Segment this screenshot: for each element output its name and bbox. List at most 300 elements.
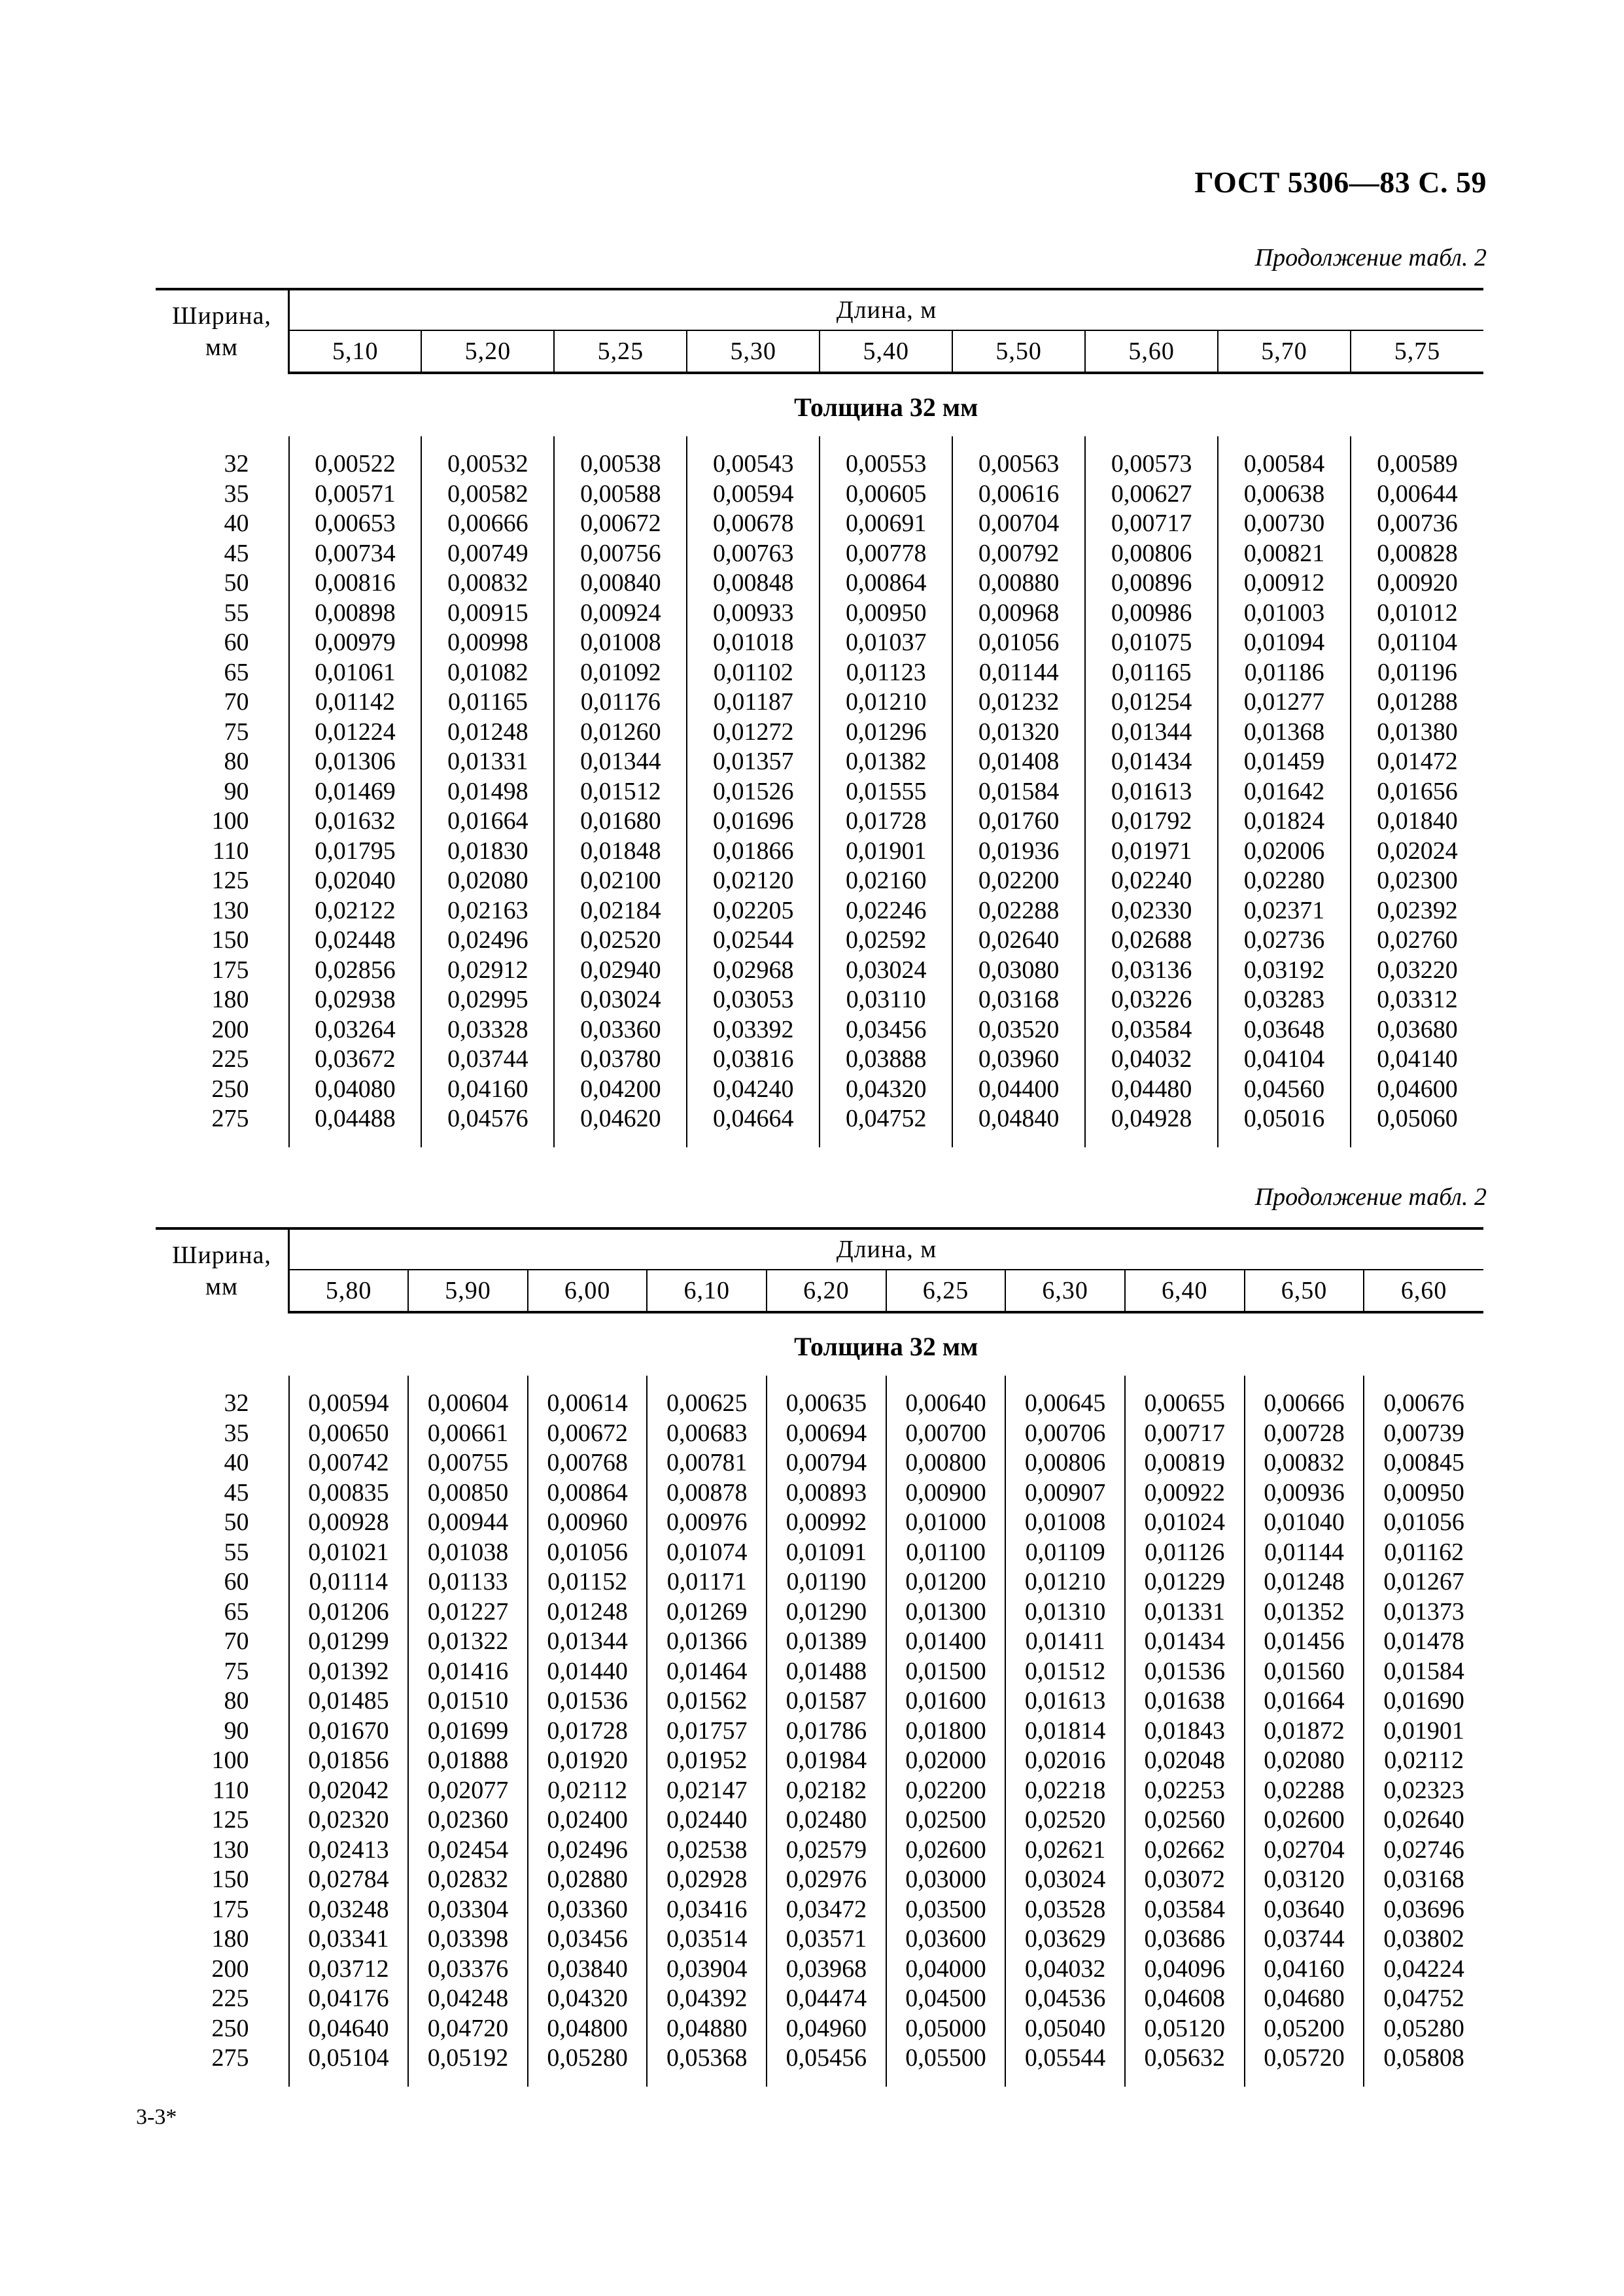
volume-cell: 0,04500 <box>886 1984 1006 2014</box>
volume-cell: 0,00678 <box>687 509 820 539</box>
width-cell: 70 <box>156 1627 289 1657</box>
volume-cell: 0,00976 <box>647 1508 767 1538</box>
volume-cell: 0,01526 <box>687 777 820 807</box>
volume-cell: 0,03053 <box>687 985 820 1015</box>
volume-cell: 0,05280 <box>528 2044 648 2087</box>
volume-cell: 0,00742 <box>308 1449 389 1476</box>
volume-cell: 0,02520 <box>554 926 687 956</box>
volume-cell: 0,01075 <box>1085 628 1218 658</box>
length-column-header: 5,50 <box>952 330 1085 373</box>
table-row <box>156 1657 1483 1687</box>
volume-cell: 0,00968 <box>952 599 1085 629</box>
volume-cell: 0,01248 <box>421 718 554 748</box>
volume-cell: 0,02288 <box>952 896 1085 926</box>
width-cell: 70 <box>156 687 289 718</box>
volume-cell: 0,03110 <box>820 985 952 1015</box>
width-cell: 35 <box>156 479 289 510</box>
page-footer: 3-3* <box>136 2105 177 2129</box>
volume-cell: 0,01102 <box>687 658 820 688</box>
volume-cell: 0,00614 <box>528 1376 648 1419</box>
volume-cell: 0,03304 <box>408 1895 528 1925</box>
volume-cell: 0,03392 <box>687 1015 820 1045</box>
volume-cell: 0,04240 <box>687 1075 820 1105</box>
volume-cell: 0,04680 <box>1245 1984 1364 2014</box>
volume-cell: 0,02320 <box>308 1806 389 1834</box>
volume-cell: 0,02440 <box>647 1805 767 1835</box>
volume-cell: 0,04800 <box>528 2014 648 2044</box>
volume-cell: 0,02280 <box>1218 866 1351 896</box>
volume-cell: 0,01296 <box>820 718 952 748</box>
volume-cell: 0,01866 <box>687 837 820 867</box>
table-row <box>156 1805 1483 1835</box>
volume-cell: 0,01757 <box>647 1716 767 1747</box>
volume-cell: 0,02182 <box>767 1776 886 1806</box>
volume-cell: 0,02592 <box>820 926 952 956</box>
volume-cell: 0,04200 <box>554 1075 687 1105</box>
volume-cell: 0,01664 <box>421 807 554 837</box>
volume-cell: 0,05808 <box>1364 2044 1483 2087</box>
volume-cell: 0,01000 <box>886 1508 1006 1538</box>
volume-cell: 0,01760 <box>952 807 1085 837</box>
volume-cell: 0,03500 <box>886 1895 1006 1925</box>
volume-cell: 0,00832 <box>421 568 554 599</box>
data-table <box>156 288 1483 1147</box>
volume-cell: 0,02662 <box>1125 1835 1245 1866</box>
volume-cell: 0,00538 <box>554 436 687 479</box>
volume-cell: 0,03456 <box>820 1015 952 1045</box>
volume-cell: 0,04000 <box>886 1955 1006 1985</box>
volume-cell: 0,01162 <box>1364 1538 1483 1568</box>
volume-cell: 0,05368 <box>647 2044 767 2087</box>
volume-cell: 0,03960 <box>952 1045 1085 1075</box>
volume-cell: 0,01664 <box>1245 1686 1364 1716</box>
volume-cell: 0,01082 <box>421 658 554 688</box>
volume-cell: 0,03328 <box>421 1015 554 1045</box>
volume-cell: 0,02240 <box>1085 866 1218 896</box>
volume-cell: 0,00912 <box>1218 568 1351 599</box>
volume-cell: 0,01331 <box>421 747 554 777</box>
length-column-header: 5,20 <box>421 330 554 373</box>
volume-cell: 0,00778 <box>820 539 952 569</box>
volume-cell: 0,00666 <box>421 509 554 539</box>
volume-cell: 0,02163 <box>421 896 554 926</box>
volume-cell: 0,01971 <box>1085 837 1218 867</box>
volume-cell: 0,02538 <box>647 1835 767 1866</box>
table-row <box>156 1448 1483 1478</box>
volume-cell: 0,00816 <box>315 569 396 597</box>
volume-cell: 0,01171 <box>647 1567 767 1597</box>
length-column-header: 5,75 <box>1351 330 1483 373</box>
volume-cell: 0,00845 <box>1364 1448 1483 1478</box>
volume-cell: 0,01200 <box>886 1567 1006 1597</box>
table-row <box>156 985 1483 1015</box>
volume-cell: 0,01901 <box>1364 1716 1483 1747</box>
volume-cell: 0,00717 <box>1125 1419 1245 1449</box>
volume-cell: 0,00893 <box>767 1478 886 1508</box>
volume-cell: 0,05016 <box>1218 1104 1351 1147</box>
table-row <box>156 1955 1483 1985</box>
table-row <box>156 747 1483 777</box>
width-cell: 65 <box>156 658 289 688</box>
length-column-header: 6,30 <box>1005 1270 1125 1312</box>
width-cell: 250 <box>156 2014 289 2044</box>
width-cell: 200 <box>156 1015 289 1045</box>
width-cell: 90 <box>156 1716 289 1747</box>
volume-cell: 0,02400 <box>528 1805 648 1835</box>
volume-cell: 0,01074 <box>647 1538 767 1568</box>
volume-cell: 0,05000 <box>886 2014 1006 2044</box>
volume-cell: 0,01856 <box>308 1747 389 1774</box>
volume-cell: 0,01373 <box>1364 1597 1483 1627</box>
volume-cell: 0,04620 <box>554 1104 687 1147</box>
volume-cell: 0,01843 <box>1125 1716 1245 1747</box>
volume-cell: 0,02579 <box>767 1835 886 1866</box>
volume-cell: 0,00800 <box>886 1448 1006 1478</box>
volume-cell: 0,01840 <box>1351 807 1483 837</box>
volume-cell: 0,00676 <box>1364 1376 1483 1419</box>
volume-cell: 0,01434 <box>1085 747 1218 777</box>
volume-cell: 0,02147 <box>647 1776 767 1806</box>
volume-cell: 0,00950 <box>1364 1478 1483 1508</box>
table-row <box>156 807 1483 837</box>
volume-cell: 0,02784 <box>308 1866 389 1893</box>
volume-cell: 0,02080 <box>421 866 554 896</box>
volume-cell: 0,04104 <box>1218 1045 1351 1075</box>
volume-cell: 0,00986 <box>1085 599 1218 629</box>
volume-cell: 0,01288 <box>1351 687 1483 718</box>
width-cell: 130 <box>156 1835 289 1866</box>
width-cell: 130 <box>156 896 289 926</box>
volume-cell: 0,03000 <box>886 1865 1006 1895</box>
volume-cell: 0,00850 <box>408 1478 528 1508</box>
volume-cell: 0,03696 <box>1364 1895 1483 1925</box>
volume-cell: 0,04320 <box>820 1075 952 1105</box>
volume-cell: 0,01300 <box>886 1597 1006 1627</box>
volume-cell: 0,04880 <box>647 2014 767 2044</box>
volume-cell: 0,02371 <box>1218 896 1351 926</box>
volume-cell: 0,01408 <box>952 747 1085 777</box>
volume-cell: 0,01061 <box>315 658 396 686</box>
volume-cell: 0,01638 <box>1125 1686 1245 1716</box>
volume-cell: 0,05544 <box>1005 2044 1125 2087</box>
volume-cell: 0,03120 <box>1245 1865 1364 1895</box>
table-row <box>156 509 1483 539</box>
volume-cell: 0,01368 <box>1218 718 1351 748</box>
volume-cell: 0,00992 <box>767 1508 886 1538</box>
volume-cell: 0,04096 <box>1125 1955 1245 1985</box>
volume-cell: 0,04664 <box>687 1104 820 1147</box>
volume-cell: 0,03712 <box>308 1955 389 1983</box>
width-cell: 225 <box>156 1045 289 1075</box>
volume-cell: 0,00979 <box>315 629 396 656</box>
volume-cell: 0,01562 <box>647 1686 767 1716</box>
volume-cell: 0,01699 <box>408 1716 528 1747</box>
width-header-label: Ширина, <box>172 302 271 330</box>
volume-cell: 0,00553 <box>820 436 952 479</box>
volume-cell: 0,01728 <box>528 1716 648 1747</box>
volume-cell: 0,01290 <box>767 1597 886 1627</box>
volume-cell: 0,03168 <box>1364 1865 1483 1895</box>
volume-cell: 0,02832 <box>408 1865 528 1895</box>
volume-cell: 0,00588 <box>554 479 687 510</box>
volume-cell: 0,02688 <box>1085 926 1218 956</box>
volume-cell: 0,01021 <box>308 1538 389 1566</box>
volume-cell: 0,01299 <box>308 1627 389 1655</box>
volume-cell: 0,00635 <box>767 1376 886 1419</box>
volume-cell: 0,01459 <box>1218 747 1351 777</box>
width-cell: 35 <box>156 1419 289 1449</box>
volume-cell: 0,03312 <box>1351 985 1483 1015</box>
volume-cell: 0,01008 <box>1005 1508 1125 1538</box>
volume-cell: 0,03904 <box>647 1955 767 1985</box>
volume-cell: 0,01248 <box>528 1597 648 1627</box>
table-row <box>156 1686 1483 1716</box>
width-cell: 175 <box>156 956 289 986</box>
volume-cell: 0,01186 <box>1218 658 1351 688</box>
volume-cell: 0,03024 <box>1005 1865 1125 1895</box>
volume-cell: 0,00749 <box>421 539 554 569</box>
volume-cell: 0,01498 <box>421 777 554 807</box>
volume-cell: 0,01248 <box>1245 1567 1364 1597</box>
volume-cell: 0,01600 <box>886 1686 1006 1716</box>
volume-cell: 0,03072 <box>1125 1865 1245 1895</box>
volume-cell: 0,04160 <box>1245 1955 1364 1985</box>
volume-cell: 0,01690 <box>1364 1686 1483 1716</box>
volume-cell: 0,05500 <box>886 2044 1006 2087</box>
volume-cell: 0,00739 <box>1364 1419 1483 1449</box>
volume-cell: 0,04752 <box>820 1104 952 1147</box>
volume-cell: 0,03248 <box>308 1895 389 1923</box>
table-row <box>156 1776 1483 1806</box>
volume-cell: 0,01123 <box>820 658 952 688</box>
volume-cell: 0,01210 <box>820 687 952 718</box>
length-column-header: 5,30 <box>687 330 820 373</box>
volume-cell: 0,00704 <box>952 509 1085 539</box>
volume-cell: 0,01936 <box>952 837 1085 867</box>
volume-cell: 0,00691 <box>820 509 952 539</box>
volume-cell: 0,00763 <box>687 539 820 569</box>
continuation-label-2: Продолжение табл. 2 <box>1254 1183 1487 1211</box>
volume-cell: 0,00666 <box>1245 1376 1364 1419</box>
volume-cell: 0,02938 <box>315 986 396 1013</box>
volume-cell: 0,02200 <box>952 866 1085 896</box>
volume-cell: 0,00573 <box>1085 436 1218 479</box>
volume-cell: 0,02024 <box>1351 837 1483 867</box>
table-row <box>156 658 1483 688</box>
table-row <box>156 866 1483 896</box>
volume-cell: 0,01040 <box>1245 1508 1364 1538</box>
volume-cell: 0,01012 <box>1351 599 1483 629</box>
table-row <box>156 1895 1483 1925</box>
width-cell: 60 <box>156 628 289 658</box>
volume-cell: 0,02600 <box>1245 1805 1364 1835</box>
volume-cell: 0,01656 <box>1351 777 1483 807</box>
volume-cell: 0,02122 <box>315 896 396 924</box>
volume-cell: 0,00907 <box>1005 1478 1125 1508</box>
volume-cell: 0,01670 <box>308 1716 389 1745</box>
volume-cell: 0,00835 <box>308 1478 389 1506</box>
volume-cell: 0,00730 <box>1218 509 1351 539</box>
volume-cell: 0,03456 <box>528 1924 648 1955</box>
volume-cell: 0,01680 <box>554 807 687 837</box>
volume-cell: 0,01277 <box>1218 687 1351 718</box>
width-cell: 125 <box>156 866 289 896</box>
volume-cell: 0,00717 <box>1085 509 1218 539</box>
volume-cell: 0,01037 <box>820 628 952 658</box>
volume-cell: 0,04474 <box>767 1984 886 2014</box>
volume-cell: 0,01696 <box>687 807 820 837</box>
table-row <box>156 1419 1483 1449</box>
volume-cell: 0,02042 <box>308 1776 389 1804</box>
volume-cell: 0,01613 <box>1005 1686 1125 1716</box>
volume-cell: 0,01165 <box>421 687 554 718</box>
table-row <box>156 1924 1483 1955</box>
volume-cell: 0,02940 <box>554 956 687 986</box>
volume-cell: 0,04488 <box>315 1105 396 1132</box>
volume-cell: 0,00616 <box>952 479 1085 510</box>
volume-cell: 0,00604 <box>408 1376 528 1419</box>
volume-cell: 0,02112 <box>1364 1746 1483 1776</box>
volume-cell: 0,02112 <box>528 1776 648 1806</box>
volume-cell: 0,03080 <box>952 956 1085 986</box>
volume-cell: 0,03528 <box>1005 1895 1125 1925</box>
volume-cell: 0,02184 <box>554 896 687 926</box>
table-row <box>156 436 1483 479</box>
width-cell: 225 <box>156 1984 289 2014</box>
width-cell: 275 <box>156 1104 289 1147</box>
volume-cell: 0,01824 <box>1218 807 1351 837</box>
volume-cell: 0,01792 <box>1085 807 1218 837</box>
volume-cell: 0,00594 <box>308 1389 389 1417</box>
table-row <box>156 1075 1483 1105</box>
volume-cell: 0,02218 <box>1005 1776 1125 1806</box>
volume-cell: 0,02330 <box>1085 896 1218 926</box>
table-row <box>156 628 1483 658</box>
table-row <box>156 1746 1483 1776</box>
volume-cell: 0,01795 <box>315 837 396 865</box>
volume-cell: 0,03398 <box>408 1924 528 1955</box>
table-row <box>156 718 1483 748</box>
volume-cell: 0,01510 <box>408 1686 528 1716</box>
width-cell: 90 <box>156 777 289 807</box>
volume-cell: 0,02496 <box>528 1835 648 1866</box>
volume-cell: 0,01485 <box>308 1687 389 1714</box>
volume-cell: 0,00661 <box>408 1419 528 1449</box>
table-row <box>156 568 1483 599</box>
volume-cell: 0,01104 <box>1351 628 1483 658</box>
volume-cell: 0,01094 <box>1218 628 1351 658</box>
volume-cell: 0,01344 <box>554 747 687 777</box>
volume-cell: 0,04600 <box>1351 1075 1483 1105</box>
volume-cell: 0,02016 <box>1005 1746 1125 1776</box>
table-row <box>156 1508 1483 1538</box>
volume-cell: 0,00819 <box>1125 1448 1245 1478</box>
volume-cell: 0,02006 <box>1218 837 1351 867</box>
thickness-label: Толщина 32 мм <box>794 1331 978 1361</box>
volume-cell: 0,02746 <box>1364 1835 1483 1866</box>
volume-cell: 0,03571 <box>767 1924 886 1955</box>
volume-cell: 0,03648 <box>1218 1015 1351 1045</box>
volume-cell: 0,04080 <box>315 1075 396 1103</box>
volume-cell: 0,01269 <box>647 1597 767 1627</box>
volume-cell: 0,01512 <box>554 777 687 807</box>
volume-cell: 0,00640 <box>886 1376 1006 1419</box>
volume-cell: 0,01322 <box>408 1627 528 1657</box>
volume-cell: 0,03136 <box>1085 956 1218 986</box>
table-row <box>156 1597 1483 1627</box>
length-header: Длина, м <box>289 1228 1484 1270</box>
width-cell: 65 <box>156 1597 289 1627</box>
volume-cell: 0,00768 <box>528 1448 648 1478</box>
volume-cell: 0,02621 <box>1005 1835 1125 1866</box>
volume-cell: 0,03584 <box>1125 1895 1245 1925</box>
volume-cell: 0,01848 <box>554 837 687 867</box>
volume-cell: 0,01380 <box>1351 718 1483 748</box>
volume-cell: 0,01196 <box>1351 658 1483 688</box>
volume-cell: 0,01190 <box>767 1567 886 1597</box>
volume-cell: 0,01091 <box>767 1538 886 1568</box>
width-cell: 110 <box>156 837 289 867</box>
volume-cell: 0,03192 <box>1218 956 1351 986</box>
volume-cell: 0,02544 <box>687 926 820 956</box>
volume-cell: 0,02880 <box>528 1865 648 1895</box>
length-column-header: 6,60 <box>1364 1270 1483 1312</box>
volume-cell: 0,02856 <box>315 956 396 984</box>
table-row <box>156 1015 1483 1045</box>
table-row <box>156 926 1483 956</box>
volume-cell: 0,00543 <box>687 436 820 479</box>
volume-cell: 0,02760 <box>1351 926 1483 956</box>
volume-cell: 0,01478 <box>1364 1627 1483 1657</box>
volume-cell: 0,01227 <box>408 1597 528 1627</box>
volume-cell: 0,03024 <box>554 985 687 1015</box>
volume-cell: 0,01056 <box>528 1538 648 1568</box>
volume-cell: 0,00960 <box>528 1508 648 1538</box>
volume-cell: 0,00806 <box>1085 539 1218 569</box>
table-row <box>156 479 1483 510</box>
volume-cell: 0,02496 <box>421 926 554 956</box>
volume-cell: 0,04960 <box>767 2014 886 2044</box>
volume-cell: 0,03672 <box>315 1045 396 1073</box>
table-row <box>156 896 1483 926</box>
volume-cell: 0,02120 <box>687 866 820 896</box>
volume-cell: 0,01472 <box>1351 747 1483 777</box>
volume-cell: 0,02640 <box>1364 1805 1483 1835</box>
volume-cell: 0,00571 <box>315 479 396 508</box>
volume-cell: 0,03686 <box>1125 1924 1245 1955</box>
volume-cell: 0,00936 <box>1245 1478 1364 1508</box>
volume-cell: 0,00694 <box>767 1419 886 1449</box>
volume-cell: 0,01126 <box>1125 1538 1245 1568</box>
volume-cell: 0,01344 <box>528 1627 648 1657</box>
volume-cell: 0,00756 <box>554 539 687 569</box>
volume-cell: 0,00584 <box>1218 436 1351 479</box>
table-row <box>156 777 1483 807</box>
volume-cell: 0,02736 <box>1218 926 1351 956</box>
volume-cell: 0,00650 <box>308 1419 389 1447</box>
volume-cell: 0,02160 <box>820 866 952 896</box>
volume-cell: 0,00898 <box>315 599 396 627</box>
volume-cell: 0,01133 <box>408 1567 528 1597</box>
width-header <box>156 289 289 373</box>
volume-cell: 0,00944 <box>408 1508 528 1538</box>
volume-cell: 0,01114 <box>309 1568 389 1595</box>
width-cell: 60 <box>156 1567 289 1597</box>
volume-cell: 0,03744 <box>421 1045 554 1075</box>
volume-cell: 0,02600 <box>886 1835 1006 1866</box>
volume-cell: 0,02300 <box>1351 866 1483 896</box>
width-cell: 200 <box>156 1955 289 1985</box>
